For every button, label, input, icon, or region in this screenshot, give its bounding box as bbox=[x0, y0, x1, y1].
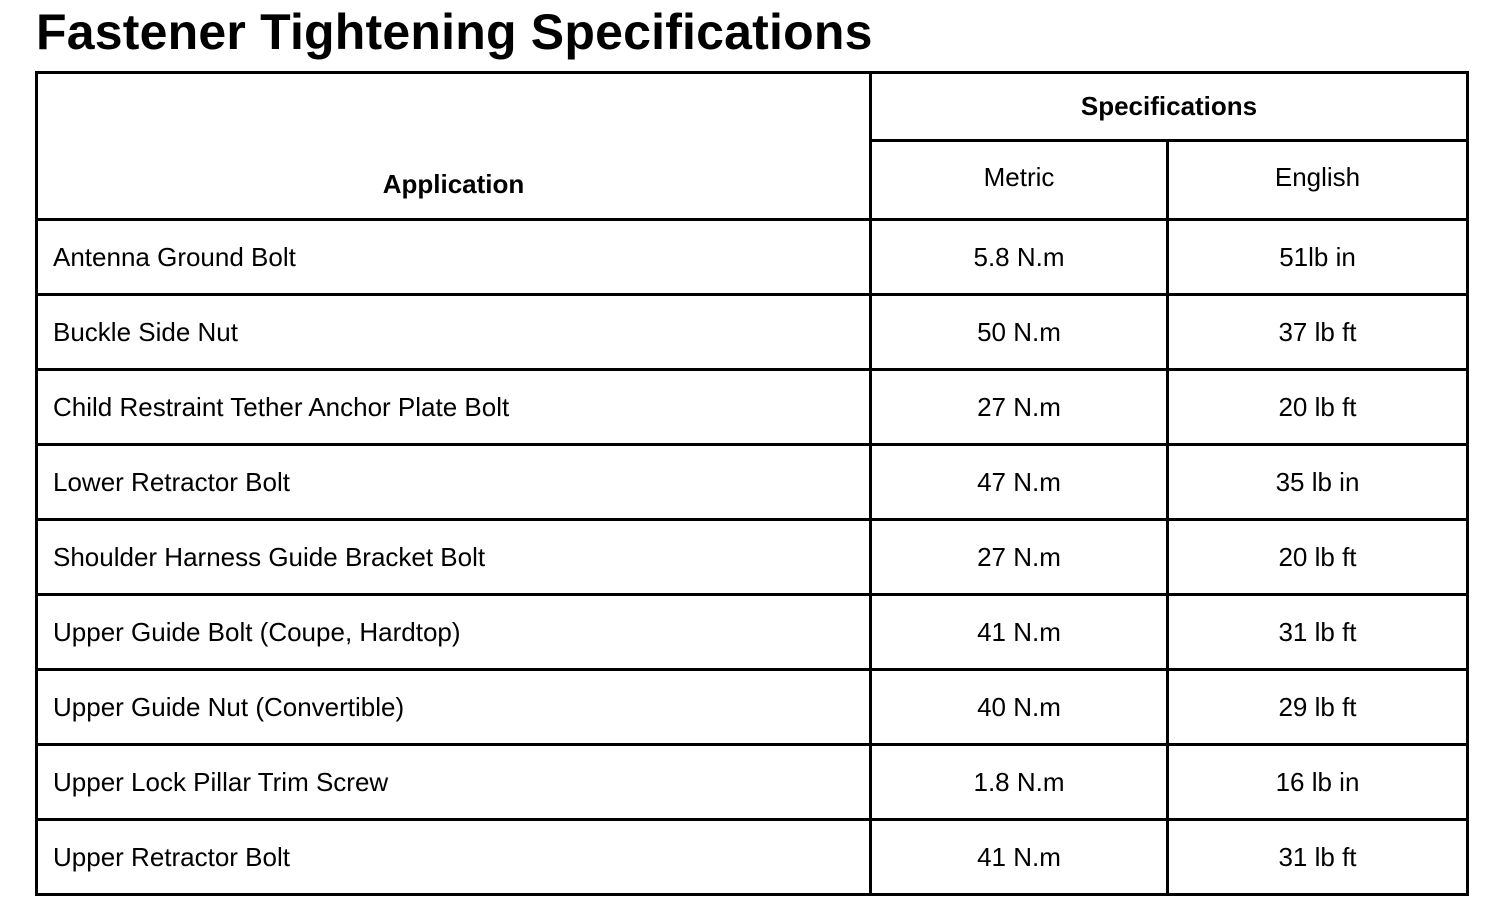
header-row-top bbox=[37, 73, 1468, 141]
cell-metric: 27 N.m bbox=[871, 520, 1168, 595]
cell-application: Child Restraint Tether Anchor Plate Bolt bbox=[37, 370, 871, 445]
table-header bbox=[37, 73, 1468, 220]
cell-english: 20 lb ft bbox=[1168, 370, 1468, 445]
cell-metric: 1.8 N.m bbox=[871, 745, 1168, 820]
cell-english: 37 lb ft bbox=[1168, 295, 1468, 370]
cell-metric: 40 N.m bbox=[871, 670, 1168, 745]
column-header-application: Application bbox=[37, 73, 871, 220]
column-header-metric: Metric bbox=[871, 141, 1168, 220]
cell-metric: 41 N.m bbox=[871, 595, 1168, 670]
cell-english: 31 lb ft bbox=[1168, 820, 1468, 895]
table-row bbox=[37, 445, 1468, 520]
table-row bbox=[37, 520, 1468, 595]
table-row bbox=[37, 670, 1468, 745]
cell-english: 29 lb ft bbox=[1168, 670, 1468, 745]
page-title: Fastener Tightening Specifications bbox=[36, 4, 873, 60]
cell-application: Upper Retractor Bolt bbox=[37, 820, 871, 895]
column-header-english: English bbox=[1168, 141, 1468, 220]
cell-english: 16 lb in bbox=[1168, 745, 1468, 820]
table-row bbox=[37, 595, 1468, 670]
cell-metric: 27 N.m bbox=[871, 370, 1168, 445]
table-body bbox=[37, 220, 1468, 895]
table-row bbox=[37, 220, 1468, 295]
column-group-header-specifications: Specifications bbox=[871, 73, 1468, 141]
cell-english: 20 lb ft bbox=[1168, 520, 1468, 595]
cell-english: 31 lb ft bbox=[1168, 595, 1468, 670]
cell-english: 51lb in bbox=[1168, 220, 1468, 295]
specifications-table bbox=[35, 71, 1469, 896]
cell-application: Upper Guide Nut (Convertible) bbox=[37, 670, 871, 745]
cell-metric: 5.8 N.m bbox=[871, 220, 1168, 295]
table-row bbox=[37, 820, 1468, 895]
cell-metric: 41 N.m bbox=[871, 820, 1168, 895]
table-row bbox=[37, 745, 1468, 820]
cell-english: 35 lb in bbox=[1168, 445, 1468, 520]
table-row bbox=[37, 295, 1468, 370]
cell-application: Upper Guide Bolt (Coupe, Hardtop) bbox=[37, 595, 871, 670]
cell-application: Buckle Side Nut bbox=[37, 295, 871, 370]
cell-metric: 50 N.m bbox=[871, 295, 1168, 370]
cell-application: Upper Lock Pillar Trim Screw bbox=[37, 745, 871, 820]
table-row bbox=[37, 370, 1468, 445]
cell-application: Lower Retractor Bolt bbox=[37, 445, 871, 520]
cell-application: Shoulder Harness Guide Bracket Bolt bbox=[37, 520, 871, 595]
cell-application: Antenna Ground Bolt bbox=[37, 220, 871, 295]
cell-metric: 47 N.m bbox=[871, 445, 1168, 520]
